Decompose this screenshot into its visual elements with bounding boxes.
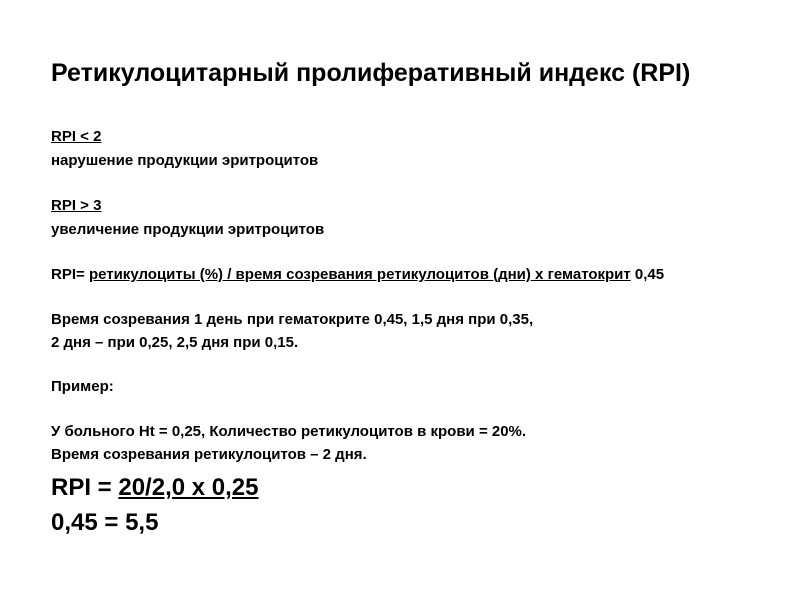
formula-numerator: ретикулоциты (%) / время созревания ретикулоцитов (дни) x гематокрит	[88, 266, 631, 283]
rpi-high-meaning: увеличение продукции эритроцитов	[51, 221, 325, 238]
example-calculation	[51, 473, 258, 503]
maturation-line-1: Время созревания 1 день при гематокрите 0,45, 1,5 дня при 0,35,	[51, 311, 534, 328]
calc-numerator: 20/2,0 х 0,25	[118, 474, 259, 501]
rpi-high-condition: RPI > 3	[51, 197, 102, 214]
rpi-low-condition: RPI < 2	[51, 128, 102, 145]
slide-title: Ретикулоцитарный пролиферативный индекс (RPI)	[51, 59, 691, 87]
rpi-low-meaning: нарушение продукции эритроцитов	[51, 152, 319, 169]
calc-prefix: RPI =	[51, 474, 119, 501]
example-line-2: Время созревания ретикулоцитов – 2 дня.	[51, 446, 367, 463]
example-result: 0,45 = 5,5	[51, 509, 159, 536]
rpi-formula	[51, 265, 664, 285]
example-line-1: У больного Ht = 0,25, Количество ретикулоцитов в крови = 20%.	[51, 423, 527, 440]
formula-prefix: RPI=	[51, 266, 89, 283]
formula-denominator: 0,45	[630, 266, 665, 283]
example-label: Пример:	[51, 378, 114, 395]
maturation-line-2: 2 дня – при 0,25, 2,5 дня при 0,15.	[51, 334, 299, 351]
